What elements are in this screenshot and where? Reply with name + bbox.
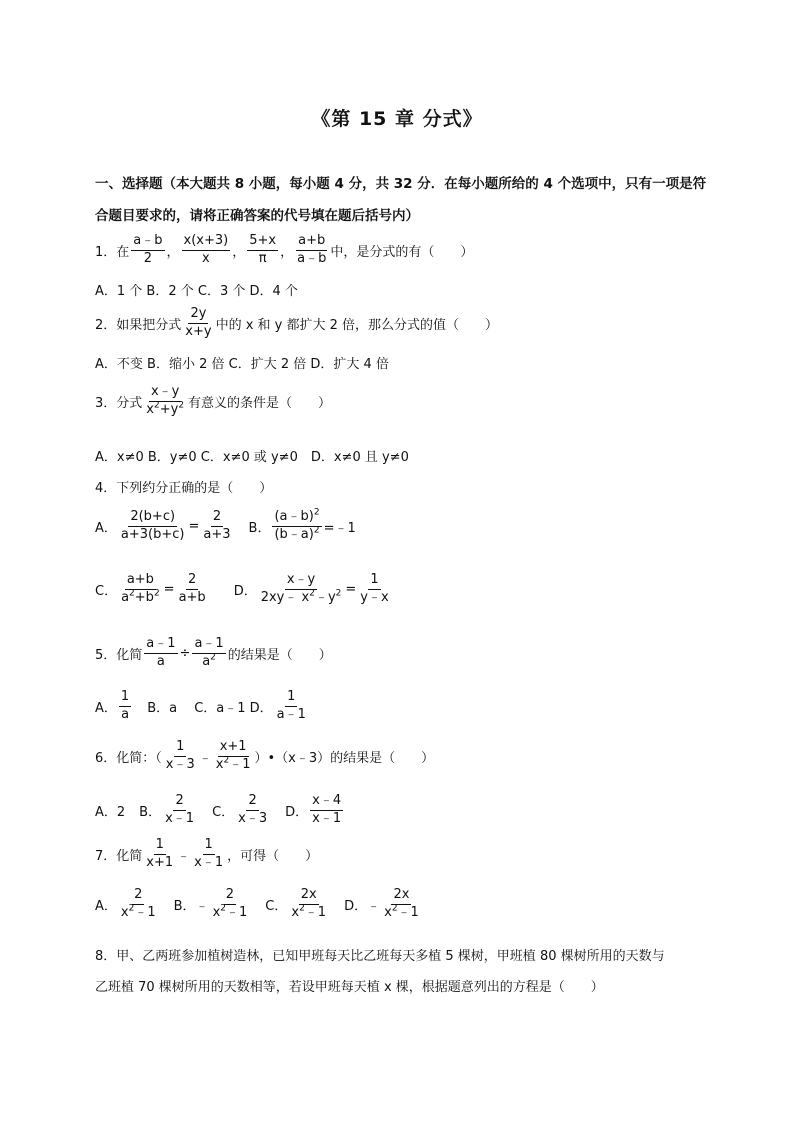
question-4-stem: 4．下列约分正确的是（ ） xyxy=(95,481,273,496)
question-7-stem: 7．化简 $\frac{1}{x+1}$ ﹣ $\frac{1}{x﹣1}$ ，可得（ ） xyxy=(95,837,319,870)
question-1-stem: 1．在 $\frac{a﹣b}{2}$ ， $\frac{x(x+3)}{x}$ ， $\frac{5+x}{\pi}$ ， $\frac{a+b}{a﹣b}$ 中，是分式的有（ ） xyxy=(95,233,474,266)
q3-fraction: $\frac{x﹣y}{x^2+y^2}$ xyxy=(146,384,185,417)
question-4-options-cd: C． $\frac{a+b}{a^2+b^2}$ = $\frac{2}{a+b}$ D． $\frac{x﹣y}{2xy﹣ x^2﹣y^2}$ = $\frac{1}{y﹣x}$ xyxy=(95,572,389,605)
question-6-options: A．2 B． $\frac{2}{x﹣1}$ C． $\frac{2}{x﹣3}$ D． $\frac{x﹣4}{x﹣1}$ xyxy=(95,793,342,826)
q2-fraction: $\frac{2y}{x+y}$ xyxy=(185,306,212,339)
question-6-stem: 6．化简：（ $\frac{1}{x﹣3}$ ﹣ $\frac{x+1}{x^2﹣1}$ ）•（x﹣3）的结果是（ ） xyxy=(95,739,435,772)
q4-a-rhs: $\frac{2}{a+3}$ xyxy=(203,509,231,542)
question-8-line-1: 8．甲、乙两班参加植树造林，已知甲班每天比乙班每天多植 5 棵树，甲班植 80 棵树所用的天数与 xyxy=(95,949,665,964)
question-5-options: A． $\frac{1}{a}$ B．a C．a﹣1 D． $\frac{1}{a﹣1}$ xyxy=(95,689,306,722)
q5-option-a: $\frac{1}{a}$ xyxy=(120,689,130,722)
question-2-options: A．不变 B．缩小 2 倍 C．扩大 2 倍 D．扩大 4 倍 xyxy=(95,357,389,372)
q4-d-lhs: $\frac{x﹣y}{2xy﹣ x^2﹣y^2}$ xyxy=(260,572,342,605)
q6-fraction-2: $\frac{x+1}{x^2﹣1}$ xyxy=(215,739,251,772)
q7-option-b: $\frac{2}{x^2﹣1}$ xyxy=(212,887,248,920)
section-heading-line-1: 一、选择题（本大题共 8 小题，每小题 4 分，共 32 分．在每小题所给的 4 个选项中，只有一项是符 xyxy=(95,176,707,192)
q7-option-d: $\frac{2x}{x^2﹣1}$ xyxy=(384,887,419,920)
q4-b-lhs: $\frac{(a﹣b)^2}{(b﹣a)^2}$ xyxy=(274,507,320,542)
question-3-stem: 3．分式 $\frac{x﹣y}{x^2+y^2}$ 有意义的条件是（ ） xyxy=(95,384,332,417)
q7-option-c: $\frac{2x}{x^2﹣1}$ xyxy=(291,887,327,920)
question-7-options: A． $\frac{2}{x^2﹣1}$ B． ﹣ $\frac{2}{x^2﹣1}$ C． $\frac{2x}{x^2﹣1}$ D． ﹣ $\frac{2x}{x^2﹣1}$ xyxy=(95,887,419,920)
q4-c-rhs: $\frac{2}{a+b}$ xyxy=(178,572,206,605)
q1-fraction-4: $\frac{a+b}{a﹣b}$ xyxy=(297,233,327,266)
q7-fraction-2: $\frac{1}{x﹣1}$ xyxy=(194,837,224,870)
q6-fraction-1: $\frac{1}{x﹣3}$ xyxy=(165,739,195,772)
section-heading-line-2: 合题目要求的，请将正确答案的代号填在题后括号内） xyxy=(95,208,419,224)
question-3-options: A．x≠0 B．y≠0 C．x≠0 或 y≠0 D．x≠0 且 y≠0 xyxy=(95,450,409,465)
q7-fraction-1: $\frac{1}{x+1}$ xyxy=(146,837,174,870)
q1-fraction-2: $\frac{x(x+3)}{x}$ xyxy=(183,233,229,266)
q1-prefix: 1．在 xyxy=(95,244,130,260)
question-2-stem: 2．如果把分式 $\frac{2y}{x+y}$ 中的 x 和 y 都扩大 2 倍，那么分式的值（ ） xyxy=(95,306,499,339)
question-5-stem: 5．化简 $\frac{a﹣1}{a}$ ÷ $\frac{a﹣1}{a^2}$ 的结果是（ ） xyxy=(95,636,332,669)
question-1-options: A．1 个 B．2 个 C．3 个 D．4 个 xyxy=(95,284,298,299)
q4-c-lhs: $\frac{a+b}{a^2+b^2}$ xyxy=(121,572,160,605)
q1-suffix: 中，是分式的有（ ） xyxy=(330,244,474,260)
page-title: 《第 15 章 分式》 xyxy=(311,108,483,130)
q1-fraction-3: $\frac{5+x}{\pi}$ xyxy=(249,233,277,266)
q5-fraction-2: $\frac{a﹣1}{a^2}$ xyxy=(194,636,224,669)
q5-option-d: $\frac{1}{a﹣1}$ xyxy=(276,689,306,722)
q6-option-b: $\frac{2}{x﹣1}$ xyxy=(165,793,195,826)
q7-option-a: $\frac{2}{x^2﹣1}$ xyxy=(120,887,156,920)
question-8-line-2: 乙班植 70 棵树所用的天数相等，若设甲班每天植 x 棵，根据题意列出的方程是（ ） xyxy=(95,980,604,995)
question-4-options-ab: A． $\frac{2(b+c)}{a+3(b+c)}$ = $\frac{2}{a+3}$ B． $\frac{(a﹣b)^2}{(b﹣a)^2}$ =﹣1 xyxy=(95,507,356,542)
q1-fraction-1: $\frac{a﹣b}{2}$ xyxy=(133,233,163,266)
q5-fraction-1: $\frac{a﹣1}{a}$ xyxy=(146,636,176,669)
q4-a-lhs: $\frac{2(b+c)}{a+3(b+c)}$ xyxy=(120,509,185,542)
q6-option-c: $\frac{2}{x﹣3}$ xyxy=(238,793,268,826)
q4-d-rhs: $\frac{1}{y﹣x}$ xyxy=(360,572,389,605)
q6-option-d: $\frac{x﹣4}{x﹣1}$ xyxy=(312,793,342,826)
